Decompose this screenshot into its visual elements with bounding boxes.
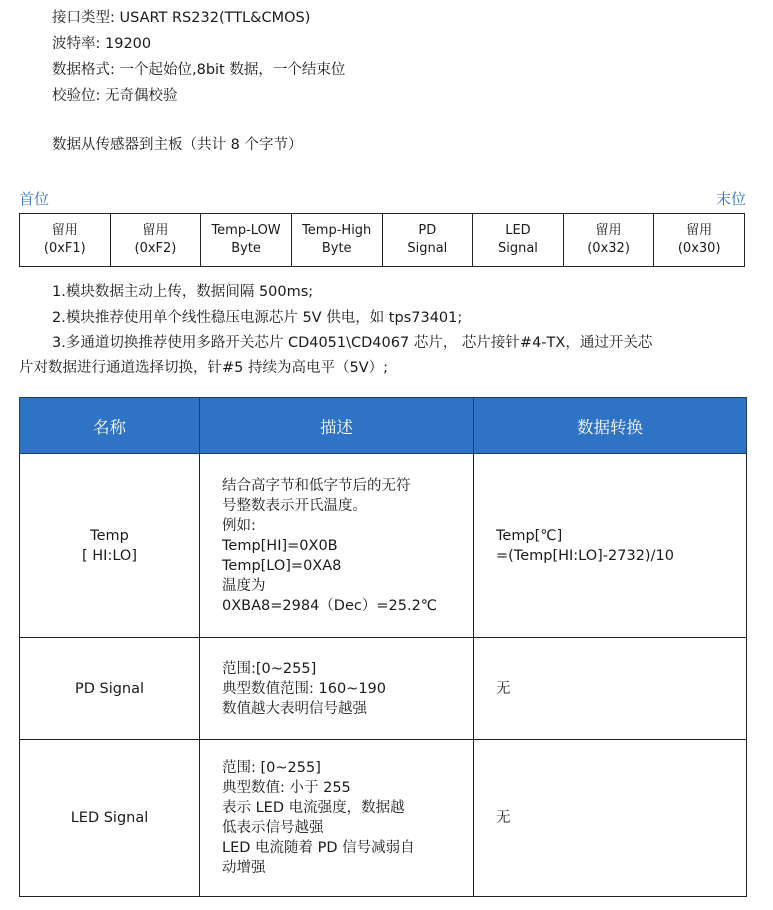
row-pd-name [20, 638, 200, 740]
frame-byte-8-top: 留用 [686, 223, 713, 238]
frame-byte-7-top: 留用 [595, 223, 622, 238]
header-name: 名称 [20, 398, 200, 454]
row-temp-name-line-1: Temp [90, 527, 129, 544]
spec-direction: 数据从传感器到主板（共计 8 个字节） [52, 137, 303, 153]
row-temp-description [200, 454, 474, 638]
frame-byte-3-top: Temp-LOW [211, 223, 281, 238]
spec-data-format: 数据格式: 一个起始位,8bit 数据，一个结束位 [52, 62, 346, 78]
frame-byte-2-top: 留用 [142, 223, 169, 238]
frame-byte-4-bottom: Byte [321, 241, 352, 256]
row-temp-desc-line-3: 例如: [222, 517, 256, 534]
row-led-conv-line-1: 无 [496, 810, 511, 826]
row-led-desc-line-3: 表示 LED 电流强度，数据越 [222, 800, 405, 816]
spec-interface: 接口类型: USART RS232(TTL&CMOS) [52, 10, 311, 26]
note-3-line-1: 3.多通道切换推荐使用多路开关芯片 CD4051\CD4067 芯片， 芯片接针#4-TX，通过开关芯 [52, 335, 653, 351]
table-row [20, 740, 747, 897]
row-temp-name-line-2: [ HI:LO] [82, 547, 137, 564]
row-temp-desc-line-4: Temp[HI]=0X0B [222, 537, 338, 554]
frame-byte-1-bottom: (0xF1) [43, 241, 86, 256]
table-row [20, 638, 747, 740]
row-temp-conv-line-2: =(Temp[HI:LO]-2732)/10 [496, 547, 674, 564]
row-pd-desc-line-2: 典型数值范围: 160~190 [222, 680, 386, 697]
frame-byte-5 [382, 214, 473, 267]
frame-byte-7-bottom: (0x32) [587, 241, 630, 256]
row-pd-desc-line-1: 范围:[0~255] [222, 660, 317, 677]
row-temp-conv-line-1: Temp[℃] [496, 527, 563, 544]
row-led-desc-line-1: 范围: [0~255] [222, 760, 321, 776]
frame-byte-7 [563, 214, 654, 267]
frame-byte-8 [654, 214, 745, 267]
frame-byte-6-top: LED [505, 223, 531, 238]
frame-byte-1-top: 留用 [51, 223, 78, 238]
row-temp-desc-line-2: 号整数表示开氏温度。 [222, 497, 367, 514]
row-temp-name [20, 454, 200, 638]
row-led-desc-line-4: 低表示信号越强 [222, 820, 324, 836]
byte-frame-row [20, 214, 745, 267]
frame-byte-1 [20, 214, 111, 267]
frame-byte-3 [201, 214, 292, 267]
frame-byte-4-top: Temp-High [302, 223, 372, 238]
row-pd-desc-line-3: 数值越大表明信号越强 [222, 700, 367, 717]
frame-byte-5-bottom: Signal [407, 241, 448, 256]
note-3-line-2: 片对数据进行通道选择切换，针#5 持续为高电平（5V）; [19, 360, 389, 376]
row-temp-desc-line-5: Temp[LO]=0XA8 [222, 557, 342, 574]
row-pd-name-line-1: PD Signal [74, 680, 145, 697]
note-2: 2.模块推荐使用单个线性稳压电源芯片 5V 供电，如 tps73401; [52, 310, 463, 326]
frame-byte-8-bottom: (0x30) [677, 241, 721, 256]
table-header-row [20, 398, 747, 454]
frame-start-label: 首位 [19, 190, 50, 208]
spec-baud-rate: 波特率: 19200 [52, 36, 152, 52]
row-led-desc-line-6: 动增强 [222, 860, 266, 876]
spec-parity: 校验位: 无奇偶校验 [52, 88, 178, 104]
frame-byte-6 [473, 214, 564, 267]
frame-byte-2-bottom: (0xF2) [134, 241, 177, 256]
row-led-description [200, 740, 474, 897]
byte-frame-table [19, 213, 745, 267]
row-temp-desc-line-7: 0XBA8=2984（Dec）=25.2℃ [222, 597, 438, 614]
row-led-desc-line-5: LED 电流随着 PD 信号减弱自 [222, 840, 415, 856]
row-led-conversion [474, 740, 747, 897]
note-1: 1.模块数据主动上传，数据间隔 500ms; [52, 284, 314, 300]
row-led-desc-line-2: 典型数值: 小于 255 [222, 780, 351, 796]
field-description-table [19, 397, 747, 897]
header-conversion: 数据转换 [474, 398, 747, 454]
row-led-name [20, 740, 200, 897]
frame-end-label: 末位 [715, 190, 746, 208]
frame-byte-5-top: PD [418, 223, 437, 238]
header-description: 描述 [200, 398, 474, 454]
row-temp-conversion [474, 454, 747, 638]
row-led-name-line-1: LED Signal [70, 810, 149, 826]
row-temp-desc-line-1: 结合高字节和低字节后的无符 [222, 477, 411, 494]
row-pd-conv-line-1: 无 [496, 680, 511, 697]
row-pd-description [200, 638, 474, 740]
frame-byte-3-bottom: Byte [231, 241, 261, 256]
frame-byte-6-bottom: Signal [497, 241, 538, 256]
frame-byte-2 [110, 214, 201, 267]
row-temp-desc-line-6: 温度为 [222, 577, 266, 594]
frame-byte-4 [291, 214, 382, 267]
row-pd-conversion [474, 638, 747, 740]
table-row [20, 454, 747, 638]
